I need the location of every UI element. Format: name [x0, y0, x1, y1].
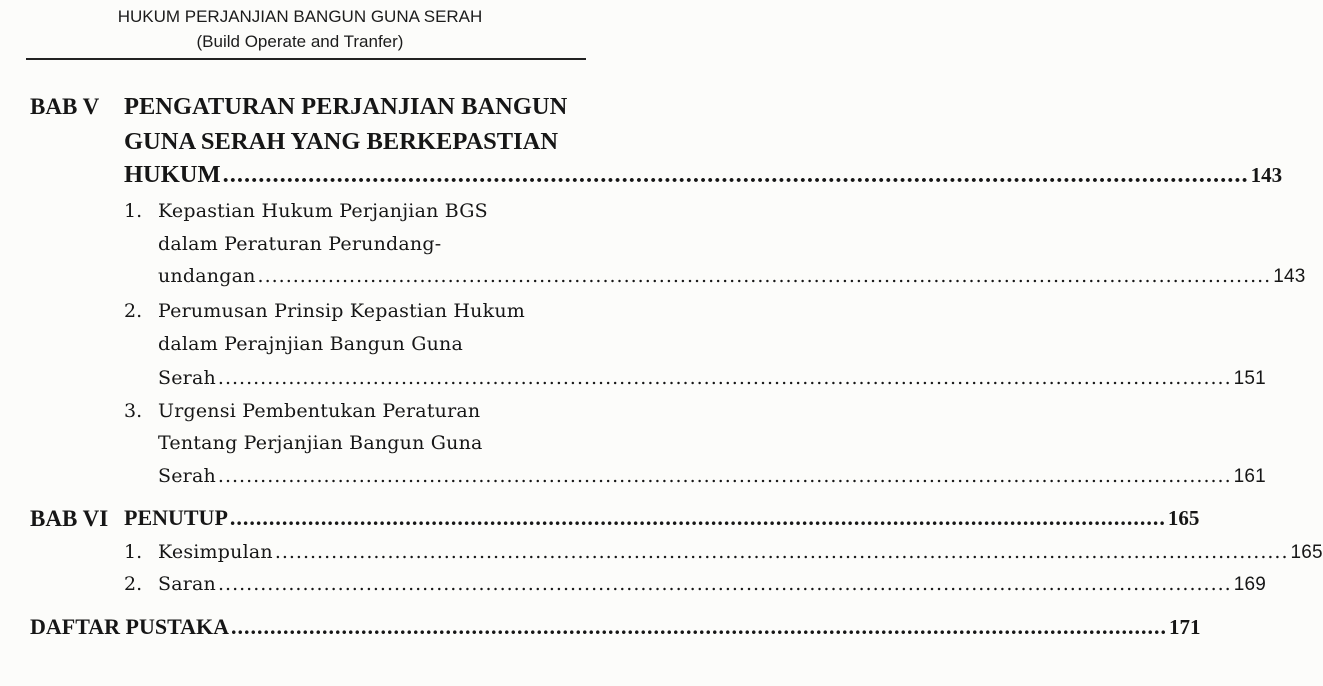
item-2-line2: dalam Perajnjian Bangun Guna: [158, 333, 464, 355]
running-header: [0, 4, 600, 54]
item-number: 2.: [124, 573, 143, 595]
item-3-line3: Serah: [158, 465, 216, 487]
book-subtitle: (Build Operate and Tranfer): [196, 32, 404, 51]
item-number: 1.: [124, 200, 143, 222]
header-rule: [26, 58, 586, 60]
item-1-line2: dalam Peraturan Perundang-: [158, 233, 442, 255]
saran-label: Saran: [158, 573, 216, 595]
dot-leader: ................................................................................................................................................: [217, 465, 1232, 487]
kesimpulan-label: Kesimpulan: [158, 541, 273, 563]
dot-leader: ................................................................................................................................................: [218, 573, 1232, 595]
item-3-line2: Tentang Perjanjian Bangun Guna: [158, 432, 483, 454]
page-number: 165: [1290, 542, 1323, 563]
bab-v-title-line1: PENGATURAN PERJANJIAN BANGUN: [124, 93, 568, 120]
toc-entry-daftar-pustaka[interactable]: [30, 614, 1201, 640]
item-2-line1: Perumusan Prinsip Kepastian Hukum: [158, 300, 525, 322]
dot-leader: ................................................................................................................................................: [257, 265, 1272, 287]
item-1-line3: undangan: [158, 265, 256, 287]
dot-leader: ................................................................................................................................................: [222, 161, 1249, 188]
daftar-pustaka-label: DAFTAR PUSTAKA: [30, 614, 230, 639]
bab-v-label: BAB V: [30, 94, 100, 119]
page-number: 165: [1167, 506, 1200, 530]
page-number: 161: [1233, 466, 1266, 487]
toc-entry-kesimpulan[interactable]: [158, 541, 1323, 564]
item-1-line1: Kepastian Hukum Perjanjian BGS: [158, 200, 488, 222]
dot-leader: ................................................................................................................................................: [229, 505, 1166, 530]
toc-entry-item-2[interactable]: [158, 367, 1266, 390]
dot-leader: ................................................................................................................................................: [217, 367, 1232, 389]
page-number: 171: [1169, 615, 1201, 639]
page-number: 169: [1233, 574, 1267, 595]
toc-entry-item-1[interactable]: [158, 265, 1306, 288]
bab-v-title-line2: GUNA SERAH YANG BERKEPASTIAN: [124, 128, 559, 155]
toc-entry-bab-v[interactable]: [124, 158, 1283, 192]
bab-vi-title: PENUTUP: [124, 505, 228, 530]
book-title: HUKUM PERJANJIAN BANGUN GUNA SERAH: [117, 7, 483, 26]
page-number: 143: [1273, 266, 1306, 287]
page-number: 151: [1233, 368, 1266, 389]
dot-leader: ................................................................................................................................................: [274, 541, 1289, 563]
item-3-line1: Urgensi Pembentukan Peraturan: [158, 400, 481, 422]
item-number: 1.: [124, 541, 143, 563]
toc-entry-bab-vi[interactable]: [124, 505, 1200, 531]
item-number: 3.: [124, 400, 143, 422]
toc-entry-item-3[interactable]: [158, 465, 1266, 488]
bab-vi-label: BAB VI: [30, 506, 109, 531]
item-number: 2.: [124, 300, 143, 322]
page-number: 143: [1250, 163, 1283, 187]
bab-v-title-line3: HUKUM: [124, 161, 221, 188]
item-2-line3: Serah: [158, 367, 216, 389]
toc-entry-saran[interactable]: [158, 573, 1267, 596]
dot-leader: ................................................................................................................................................: [231, 614, 1168, 639]
